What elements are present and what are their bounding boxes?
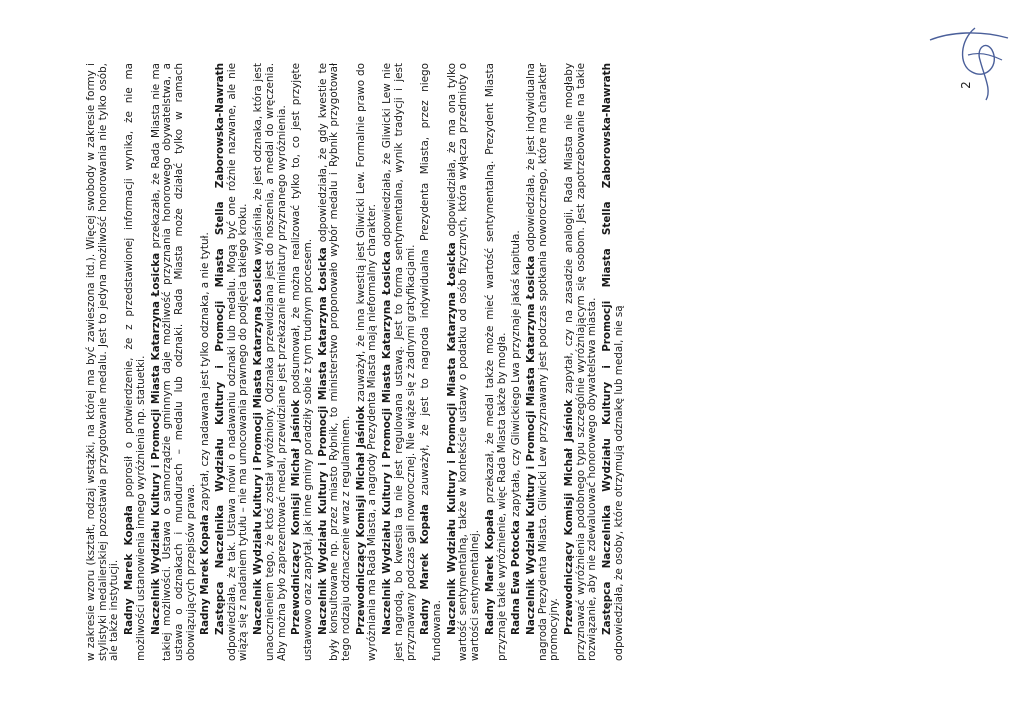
rotated-text-body bbox=[82, 57, 942, 667]
paragraph-text: zapytał, czy na zasadzie analogii, Rada Miasta nie mogłaby przyznawać wyróżnienia podobnego typu szczególnie wyróżniającym się osobom. Jest zapotrzebowanie na takie rozwiązanie, aby nie zdewaluować honorowego obywatelstwa miasta. bbox=[563, 62, 599, 661]
paragraph-text: odpowiedziała, że Gliwicki Lew nie jest nagrodą, bo kwestia ta nie jest regulowana ustawą. Jest to forma sentymentalna, wynik tradycji i jest przyznawany podczas gali noworocznej. Nie wiąże się z żadnymi gratyfikacjami. bbox=[381, 63, 417, 661]
paragraph-10 bbox=[420, 63, 443, 661]
paragraph-6 bbox=[291, 63, 314, 661]
speaker-name: Radna Ewa Potocka bbox=[510, 520, 523, 635]
speaker-name: Naczelnik Wydziału Kultury i Promocji Miasta Katarzyna Łosicka bbox=[252, 258, 265, 635]
paragraph-9 bbox=[382, 63, 417, 661]
speaker-name: Naczelnik Wydziału Kultury i Promocji Miasta Katarzyna Łosicka bbox=[524, 255, 537, 635]
paragraph-16 bbox=[602, 63, 625, 661]
paragraph-text: odpowiedziała, że tak. Ustawa mówi o nadawaniu odznaki lub medalu. Mogą być one różnie nazwane, ale nie wiążą się z nadaniem tytułu – nie ma umocowania prawnego do podjęcia takiego kroku. bbox=[225, 63, 250, 661]
paragraph-text: zapytał, czy nadawana jest tylko odznaka, a nie tytuł. bbox=[199, 232, 212, 515]
paragraph-text: zauważył, że inna kwestią jest Gliwicki Lew. Formalnie prawo do wyróżniania ma Rada Miasta, a nagrody Prezydenta Miasta mają nieformalny charakter. bbox=[354, 62, 379, 661]
speaker-name: Radny Marek Kopała bbox=[483, 509, 496, 635]
paragraph-15 bbox=[564, 63, 599, 661]
paragraph-text: zauważył, że jest to nagroda indywidualna Prezydenta Miasta, przez niego fundowana. bbox=[419, 62, 443, 661]
paragraph-14 bbox=[526, 63, 561, 661]
paragraph-text: przekazała, że Rada Miasta nie ma takiej możliwości. Ustawa o samorządzie gminnym daje możliwość przyznania honorowego obywatelstwa, a ustawa o odznakach i mundurach – medalu lub odznaki. Rada Miasta może działać tylko w ramach obowiązujących przepisów prawa. bbox=[149, 63, 197, 661]
paragraph-text: odpowiedziała, że ma ona tylko wartość sentymentalną, także w kontekście ustawy o podatku od osób fizycznych, która wyłącza przedmioty o wartości sentymentalnej. bbox=[445, 63, 482, 661]
paragraph-text: odpowiedziała, że osoby, które otrzymują odznakę lub medal, nie są bbox=[612, 305, 625, 661]
paragraph-text: podsumował, że można realizować tylko to, co jest przyjęte ustawowo oraz zapytał, jak inne gminy poradziły sobie z tym trudnym procesem. bbox=[290, 63, 314, 661]
speaker-name: Przewodniczący Komisji Michał Jaśniok bbox=[354, 405, 367, 635]
speaker-name: Naczelnik Wydziału Kultury i Promocji Miasta Katarzyna Łosicka bbox=[316, 247, 329, 635]
paragraph-12 bbox=[485, 63, 508, 661]
paragraph-1 bbox=[124, 63, 147, 661]
paragraph-text: w zakresie wzoru (kształt, rodzaj wstążki, na której ma być zawieszona itd.). Więcej swobody w zakresie formy i stylistyki medalierskiej pozostawia przygotowanie medalu. Jest to jedyna możliwość honorowania nie tylko osób, ale także instytucji. bbox=[85, 63, 121, 661]
paragraph-text: odpowiedziała, że gdy kwestie te były konsultowane np. przez miasto Rybnik, to ministerstwo proponowało wybór medalu i Rybnik przygotował tego rodzaju odznaczenie wraz z regulaminem. bbox=[316, 63, 353, 661]
paragraph-0 bbox=[86, 63, 121, 661]
speaker-name: Radny Marek Kopała bbox=[419, 504, 432, 635]
paragraph-5 bbox=[253, 63, 288, 661]
handwritten-signature-icon bbox=[920, 10, 1015, 105]
paragraph-text: wyjaśniła, że jest odznaka, która jest unaocznieniem tego, że ktoś został wyróżniony. Odznaka przewidziana jest do noszenia, a medal do wręczenia. Aby można było zaprezentować medal, przewidziane jest przekazanie miniatury przyznanego wyróżnienia. bbox=[252, 62, 288, 661]
speaker-name: Naczelnik Wydziału Kultury i Promocji Miasta Katarzyna Łosicka bbox=[149, 252, 162, 635]
paragraph-2 bbox=[151, 63, 198, 661]
paragraph-text: poprosił o potwierdzenie, że z przedstawionej informacji wynika, że nie ma możliwości ustanowienia innego wyróżnienia np. statuetki. bbox=[123, 63, 147, 661]
speaker-name: Zastępca Naczelnika Wydziału Kultury i Promocji Miasta Stella Zaborowska-Nawrath bbox=[601, 63, 614, 635]
speaker-name: Zastępca Naczelnika Wydziału Kultury i Promocji Miasta Stella Zaborowska-Nawrath bbox=[214, 63, 227, 635]
paragraph-text: odpowiedziała, że jest indywidualna nagroda Prezydenta Miasta. Gliwicki Lew przyznawany jest podczas spotkania noworocznego, które ma charakter promocyjny. bbox=[524, 63, 561, 661]
paragraph-13 bbox=[511, 63, 523, 661]
page-number: 2 bbox=[958, 81, 973, 89]
speaker-name: Naczelnik Wydziału Kultury i Promocji Miasta Katarzyna Łosicka bbox=[381, 251, 394, 635]
speaker-name: Naczelnik Wydziału Kultury i Promocji Miasta Katarzyna Łosicka bbox=[445, 242, 458, 635]
speaker-name: Przewodniczący Komisji Michał Jaśniok bbox=[290, 399, 303, 635]
speaker-name: Przewodniczący Komisji Michał Jaśniok bbox=[563, 399, 576, 635]
speaker-name: Radny Marek Kopała bbox=[123, 505, 136, 635]
paragraph-text: przekazał, że medal także może mieć wartość sentymentalną. Prezydent Miasta przyznaje takie wyróżnienie, więc Rada Miasta także by mogła. bbox=[483, 63, 508, 661]
paragraph-3 bbox=[200, 63, 212, 661]
speaker-name: Radny Marek Kopała bbox=[199, 514, 212, 635]
paragraph-4 bbox=[215, 63, 250, 661]
paragraph-7 bbox=[318, 63, 353, 661]
paragraph-8 bbox=[356, 63, 379, 661]
paragraph-11 bbox=[447, 63, 482, 661]
paragraph-text: zapytała, czy Gliwickiego Lwa przyznaje jakaś kapituła. bbox=[510, 230, 523, 521]
